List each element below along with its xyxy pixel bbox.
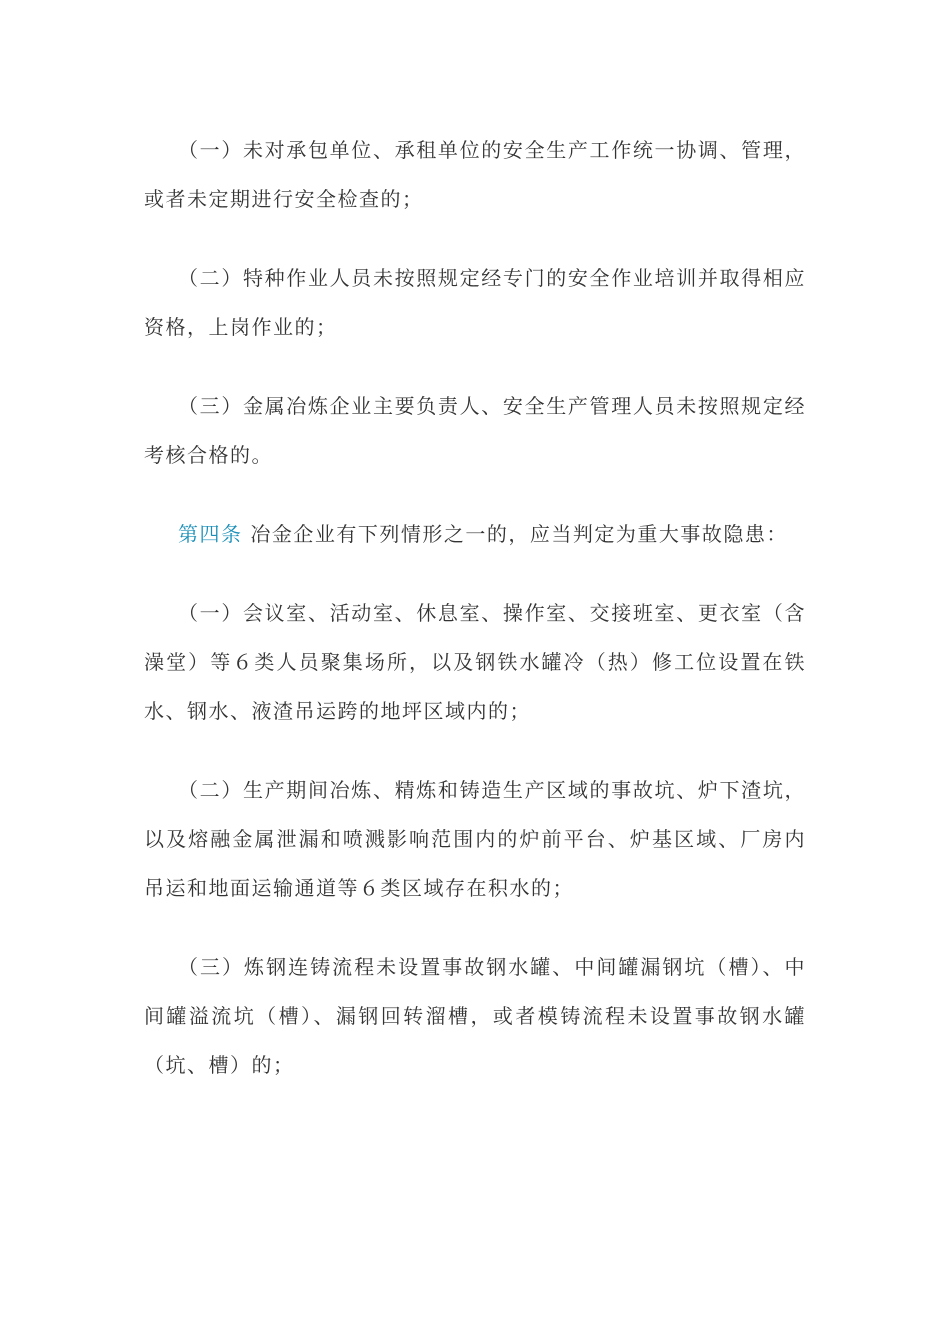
document-body	[144, 126, 806, 1120]
paragraph-item-3: （三）金属冶炼企业主要负责人、安全生产管理人员未按照规定经考核合格的。	[144, 394, 806, 467]
paragraph-item-1: （一）未对承包单位、承租单位的安全生产工作统一协调、管理，或者未定期进行安全检查的；	[144, 138, 806, 211]
hazard-item-3: （三）炼钢连铸流程未设置事故钢水罐、中间罐漏钢坑（槽）、中间罐溢流坑（槽）、漏钢回转溜槽，或者模铸流程未设置事故钢水罐（坑、槽）的；	[144, 955, 806, 1077]
article-label: 第四条	[178, 522, 243, 546]
hazard-item-1: （一）会议室、活动室、休息室、操作室、交接班室、更衣室（含澡堂）等６类人员聚集场所，以及钢铁水罐冷（热）修工位设置在铁水、钢水、液渣吊运跨的地坪区域内的；	[144, 601, 806, 723]
article-text: 冶金企业有下列情形之一的，应当判定为重大事故隐患：	[242, 522, 788, 546]
hazard-item-2: （二）生产期间冶炼、精炼和铸造生产区域的事故坑、炉下渣坑，以及熔融金属泄漏和喷溅影响范围内的炉前平台、炉基区域、厂房内吊运和地面运输通道等６类区域存在积水的；	[144, 778, 806, 900]
article-heading	[144, 510, 806, 559]
paragraph-item-2: （二）特种作业人员未按照规定经专门的安全作业培训并取得相应资格，上岗作业的；	[144, 266, 806, 339]
